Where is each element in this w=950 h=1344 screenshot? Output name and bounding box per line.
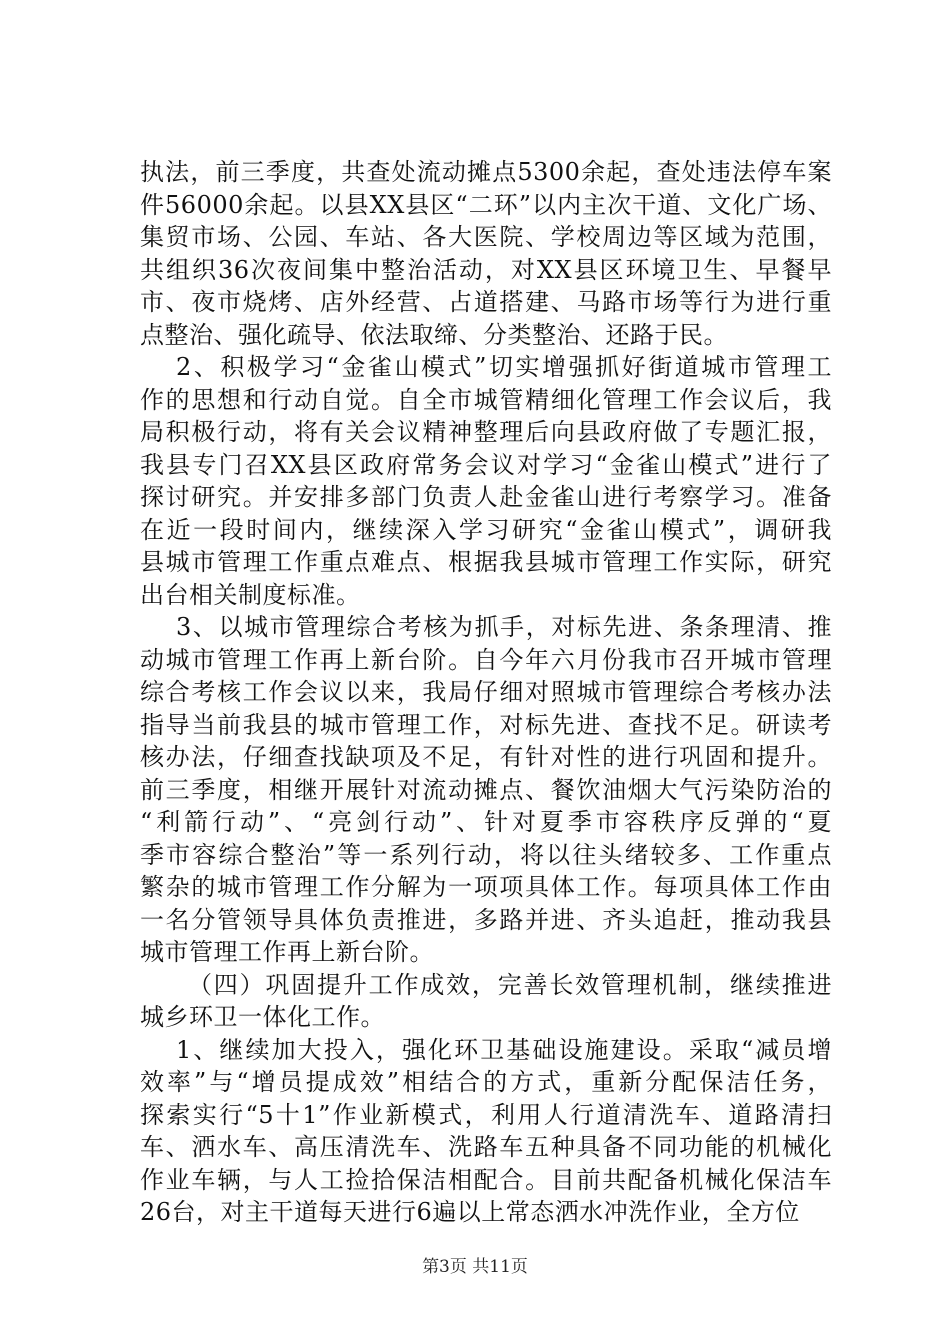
paragraph — [140, 611, 832, 969]
page-footer: 第3页 共11页 — [422, 1257, 528, 1277]
text-line: 县城市管理工作重点难点、根据我县城市管理工作实际，研究 — [140, 548, 832, 576]
text-line: 共组织36次夜间集中整治活动，对XX县区环境卫生、早餐早 — [140, 255, 832, 284]
text-line: 探索实行“5十1”作业新模式，利用人行道清洗车、道路清扫 — [140, 1100, 832, 1129]
text-line: 件56000余起。以县XX县区“二环”以内主次干道、文化广场、 — [140, 190, 832, 219]
text-line: 城市管理工作再上新台阶。 — [140, 938, 434, 966]
text-line: 探讨研究。并安排多部门负责人赴金雀山进行考察学习。准备 — [140, 483, 832, 511]
text-line: 我县专门召XX县区政府常务会议对学习“金雀山模式”进行了 — [140, 450, 832, 479]
text-line: 在近一段时间内，继续深入学习研究“金雀山模式”，调研我 — [140, 515, 832, 544]
document-body — [140, 156, 832, 1229]
text-line: 繁杂的城市管理工作分解为一项项具体工作。每项具体工作由 — [140, 873, 832, 901]
text-line: 作的思想和行动自觉。自全市城管精细化管理工作会议后，我 — [140, 385, 832, 414]
text-line: 点整治、强化疏导、依法取缔、分类整治、还路于民。 — [140, 320, 728, 349]
text-line: 集贸市场、公园、车站、各大医院、学校周边等区域为范围， — [140, 223, 832, 251]
text-line: 效率”与“增员提成效”相结合的方式，重新分配保洁任务， — [140, 1068, 832, 1096]
text-line: 核办法，仔细查找缺项及不足，有针对性的进行巩固和提升。 — [140, 743, 832, 771]
text-line: 季市容综合整治”等一系列行动，将以往头绪较多、工作重点 — [140, 840, 832, 869]
text-line: 动城市管理工作再上新台阶。自今年六月份我市召开城市管理 — [140, 645, 832, 674]
text-line: 作业车辆，与人工捡拾保洁相配合。目前共配备机械化保洁车 — [140, 1165, 832, 1194]
text-line: 出台相关制度标准。 — [140, 580, 361, 609]
text-line: 前三季度，相继开展针对流动摊点、餐饮油烟大气污染防治的 — [140, 775, 832, 804]
text-line: “利箭行动”、“亮剑行动”、针对夏季市容秩序反弹的“夏 — [140, 808, 832, 836]
text-line: （四）巩固提升工作成效，完善长效管理机制，继续推进 — [188, 970, 832, 999]
text-line: 局积极行动，将有关会议精神整理后向县政府做了专题汇报， — [140, 418, 832, 446]
text-line: 综合考核工作会议以来，我局仔细对照城市管理综合考核办法 — [140, 678, 832, 706]
text-line: 1、继续加大投入，强化环卫基础设施建设。采取“减员增 — [176, 1035, 832, 1064]
text-line: 3、以城市管理综合考核为抓手，对标先进、条条理清、推 — [176, 613, 832, 641]
text-line: 车、洒水车、高压清洗车、洗路车五种具备不同功能的机械化 — [140, 1133, 832, 1161]
text-line: 26台，对主干道每天进行6遍以上常态洒水冲洗作业，全方位 — [140, 1198, 800, 1226]
paragraph — [140, 156, 832, 351]
text-line: 一名分管领导具体负责推进，多路并进、齐头追赶，推动我县 — [140, 905, 832, 934]
paragraph — [140, 969, 832, 1034]
text-line: 指导当前我县的城市管理工作，对标先进、查找不足。研读考 — [140, 710, 832, 739]
text-line: 市、夜市烧烤、店外经营、占道搭建、马路市场等行为进行重 — [140, 288, 832, 316]
paragraph — [140, 1034, 832, 1229]
paragraph — [140, 351, 832, 611]
text-line: 城乡环卫一体化工作。 — [140, 1003, 385, 1031]
text-line: 2、积极学习“金雀山模式”切实增强抓好街道城市管理工 — [176, 353, 832, 381]
text-line: 执法，前三季度，共查处流动摊点5300余起，查处违法停车案 — [140, 158, 832, 186]
